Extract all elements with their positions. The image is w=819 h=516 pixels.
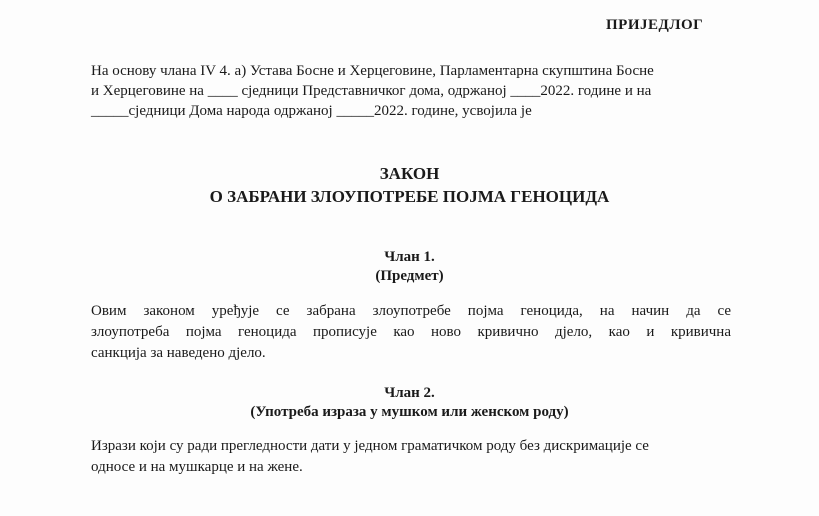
law-title-line-2: О ЗАБРАНИ ЗЛОУПОТРЕБЕ ПОЈМА ГЕНОЦИДА (209, 187, 610, 206)
article-1-line: санкција за наведено дјело. (91, 345, 266, 361)
preamble-line: _____сједници Дома народа одржаној _____2022. године, усвојила је (91, 103, 532, 119)
law-title (0, 162, 819, 208)
article-2-number: Члан 2. (384, 385, 435, 401)
article-1-heading (0, 248, 819, 286)
article-2-line: односе и на мушкарце и на жене. (91, 459, 303, 475)
draft-label: ПРИЈЕДЛОГ (606, 17, 704, 33)
preamble-line: и Херцеговине на ____ сједници Представничког дома, одржаној ____2022. године и на (91, 83, 652, 99)
article-2-heading (0, 384, 819, 422)
preamble (91, 61, 731, 121)
article-1-text (91, 301, 731, 364)
article-2-subject: (Употреба израза у мушком или женском роду) (250, 404, 569, 420)
law-title-line-1: ЗАКОН (379, 164, 440, 183)
article-1-line: Овим законом уређује се забрана злоупотребе појма геноцида, на начин да се (91, 303, 731, 319)
article-2-text (91, 436, 731, 478)
article-2-line: Изрази који су ради прегледности дати у једном граматичком роду без дискримације се (91, 438, 649, 454)
article-1-number: Члан 1. (384, 249, 435, 265)
article-1-subject: (Предмет) (375, 268, 444, 284)
preamble-line: На основу члана IV 4. а) Устава Босне и Херцеговине, Парламентарна скупштина Босне (91, 63, 654, 79)
article-1-line: злоупотреба појма геноцида прописује као ново кривично дјело, као и кривична (91, 324, 731, 340)
